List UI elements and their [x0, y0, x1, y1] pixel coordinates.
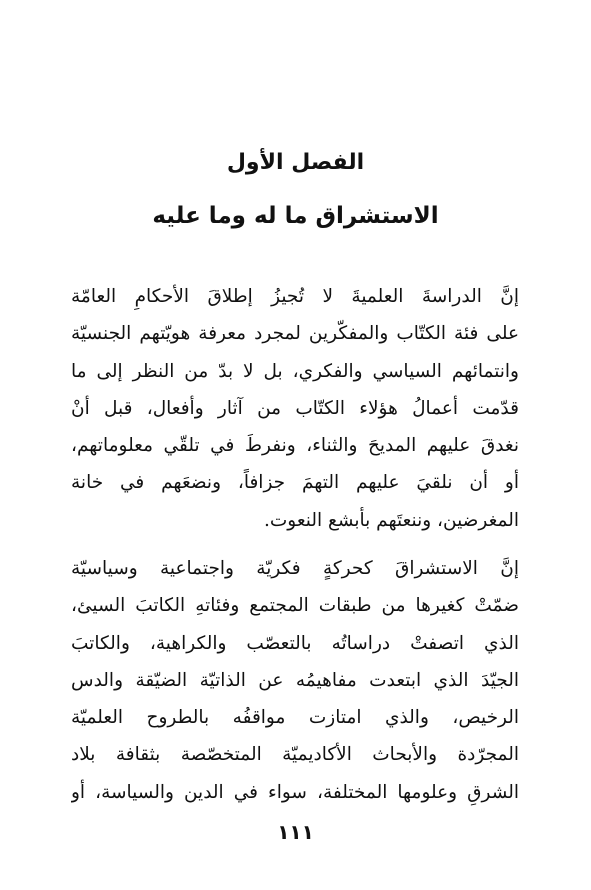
- paragraph-line: أو أن نلقيَ عليهم التهمَ جزافاً، ونضعَهم في خانة: [71, 472, 519, 494]
- paragraph-line: الذي اتصفتْ دراساتُه بالتعصّب والكراهية، والكاتبَ: [71, 632, 519, 654]
- paragraph-line: على فئة الكتّاب والمفكّرين لمجرد معرفة هويّتهم الجنسيّة: [71, 323, 519, 345]
- paragraph-line: الرخيص، والذي امتازت مواقفُه بالطروح العلميّة: [71, 707, 519, 729]
- paragraph-line: ضمّتْ كغيرها من طبقات المجتمع وفئاتهِ الكاتبَ السيئ،: [71, 595, 519, 617]
- paragraph-line: الشرقِ وعلومها المختلفة، سواء في الدين والسياسة، أو: [71, 781, 519, 803]
- page-number: ١١١: [277, 820, 314, 844]
- paragraph-line: قدّمت أعمالُ هؤلاء الكتّاب من آثار وأفعال، قبل أنْ: [71, 397, 519, 419]
- chapter-title: الاستشراق ما له وما عليه: [152, 203, 439, 229]
- paragraph-line: إنَّ الاستشراقَ كحركةٍ فكريّة واجتماعية وسياسيّة: [71, 558, 519, 579]
- paragraph-line: إنَّ الدراسةَ العلميةَ لا تُجيزُ إطلاقَ الأحكامِ العامّة: [71, 286, 519, 307]
- paragraph-line: وانتمائهم السياسي والفكري، بل لا بدّ من النظر إلى ما: [71, 360, 519, 382]
- paragraph-line: المجرّدة والأبحاث الأكاديميّة المتخصّصة بثقافة بلاد: [71, 744, 519, 766]
- paragraph-line: المغرضين، وننعتَهم بأبشع النعوت.: [263, 509, 519, 531]
- paragraph-2: [71, 550, 519, 811]
- paragraph-line: الجيّدَ الذي ابتعدت مفاهيمُه عن الذاتيّة الضيّقة والدس: [71, 669, 519, 691]
- paragraph-1: [71, 278, 519, 539]
- paragraph-line: نغدقَ عليهم المديحَ والثناء، ونفرطَ في تلقّي معلوماتهم،: [71, 435, 519, 457]
- chapter-label: الفصل الأول: [226, 150, 365, 175]
